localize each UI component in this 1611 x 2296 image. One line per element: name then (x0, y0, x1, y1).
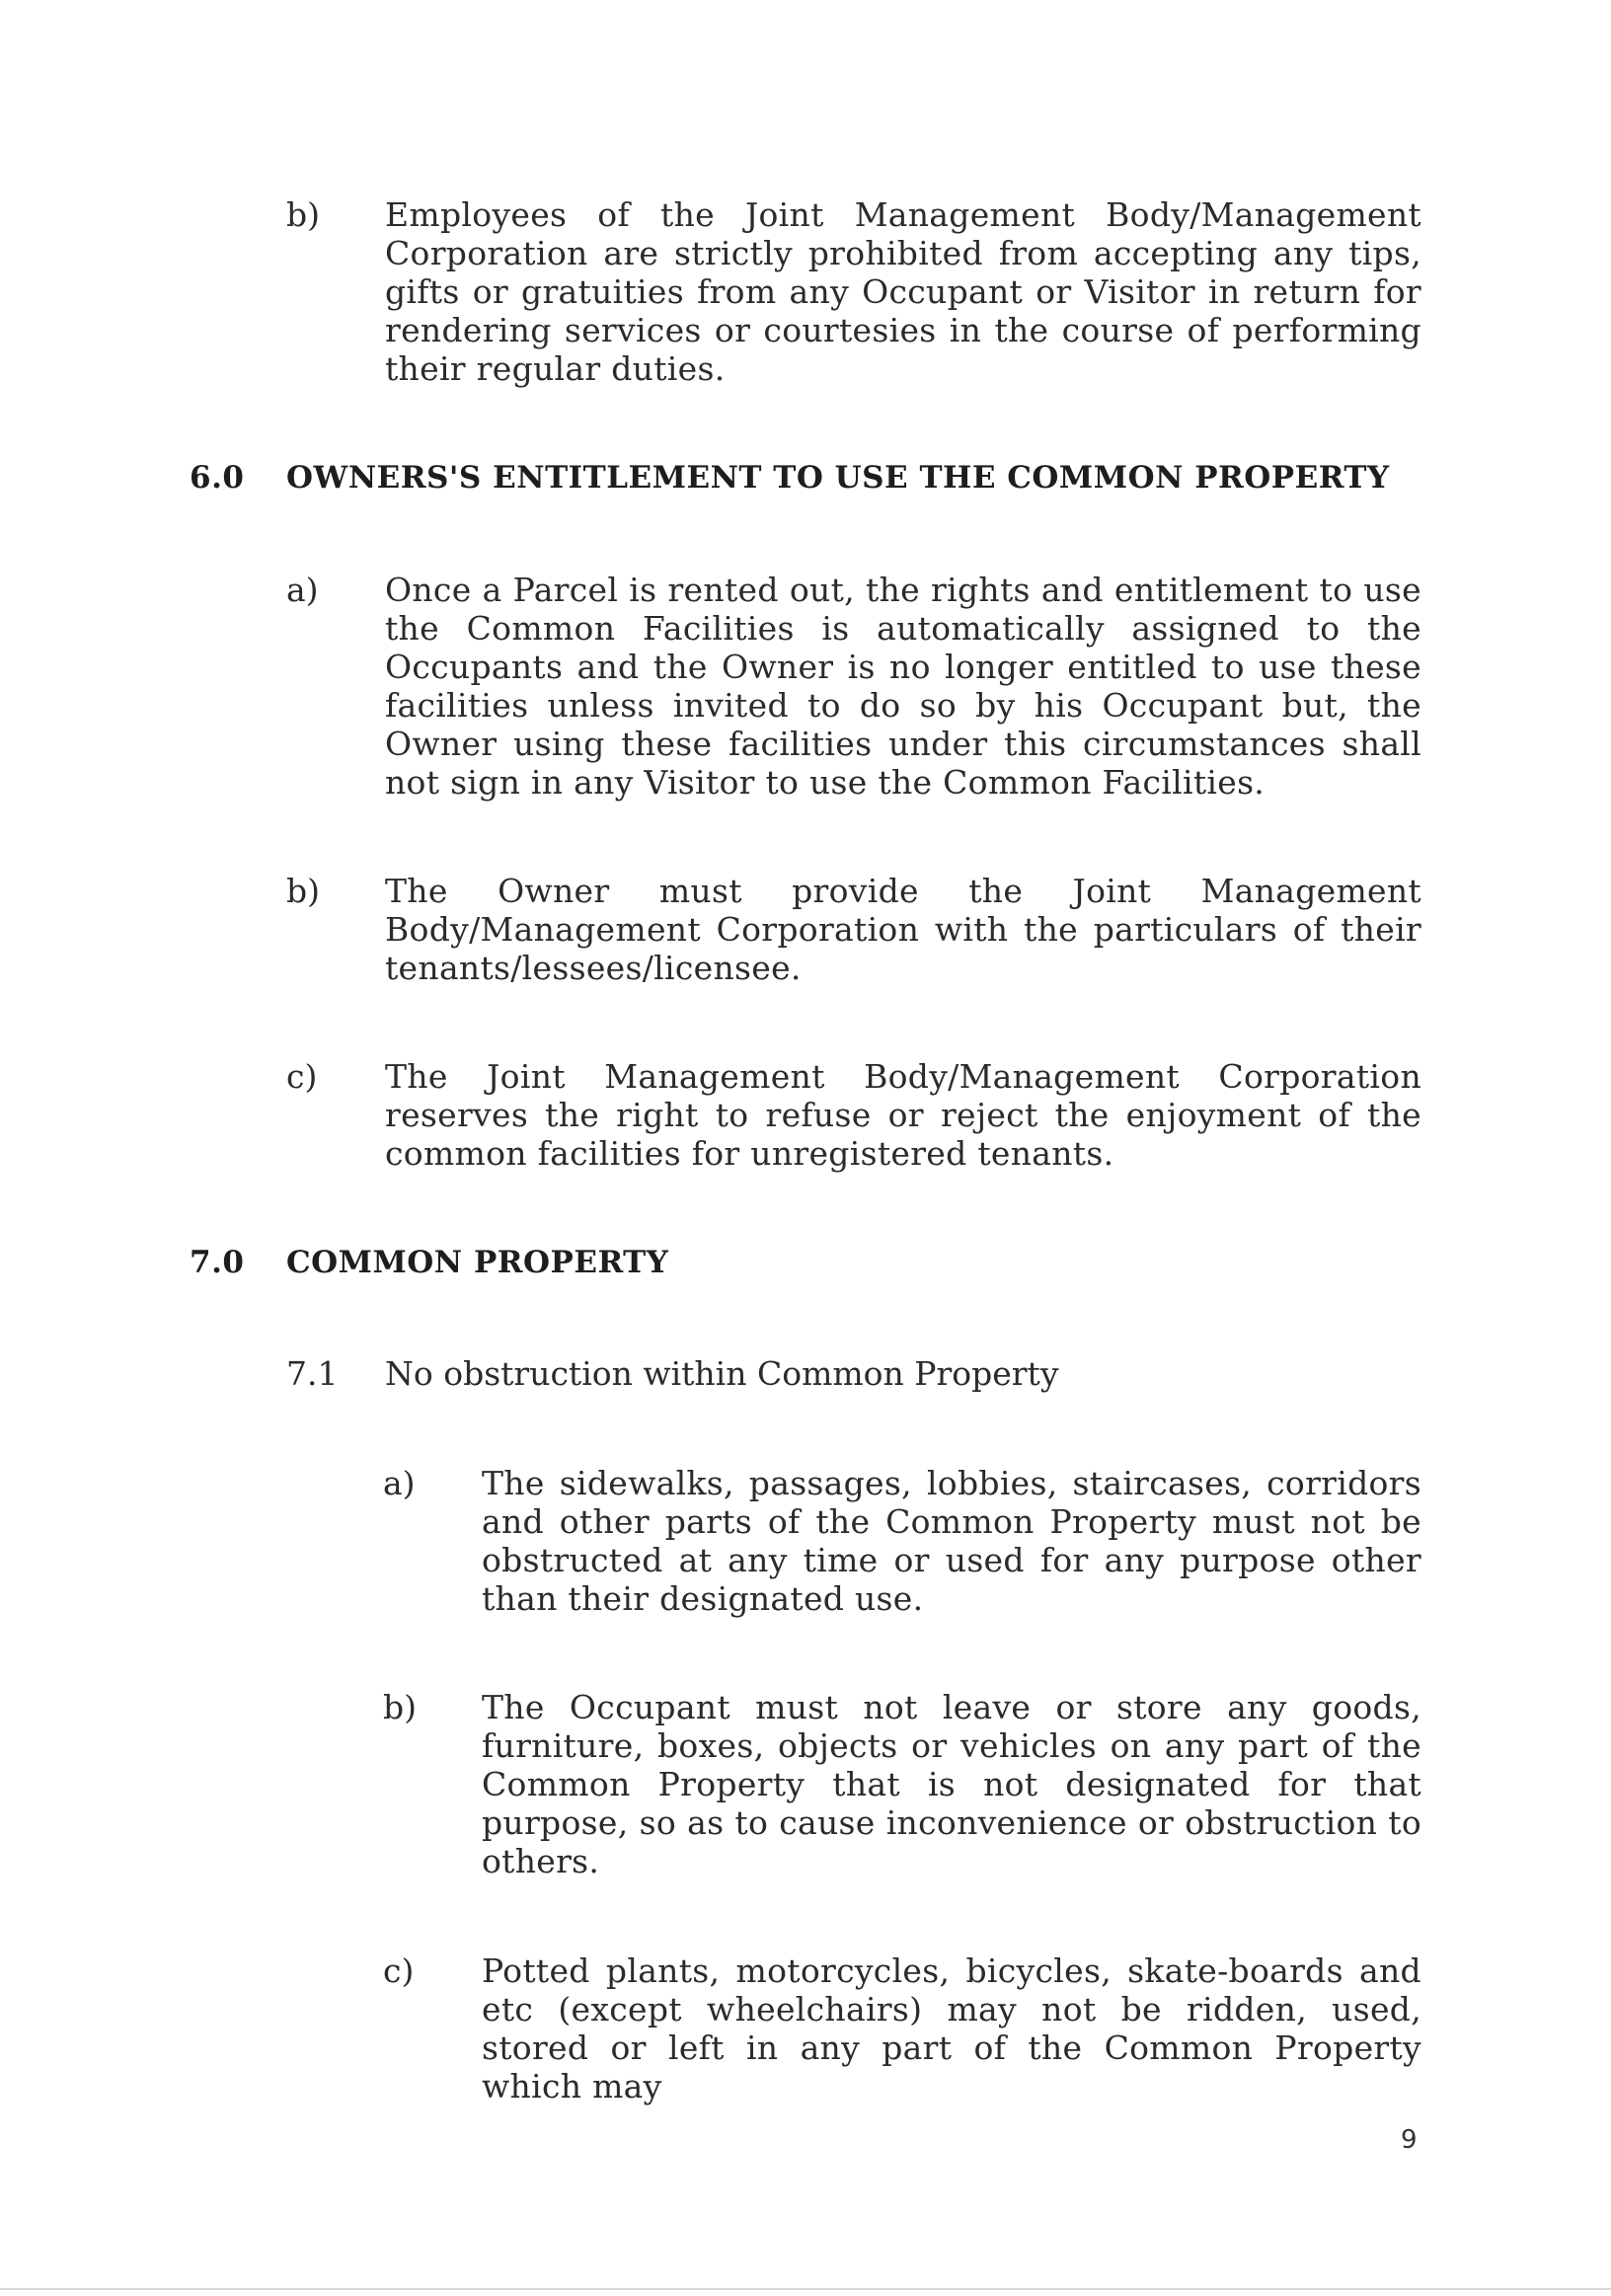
item-label: b) (286, 872, 320, 910)
item-label: c) (383, 1952, 415, 1990)
item-text: The sidewalks, passages, lobbies, staircases, corridors and other parts of the Common Property must not be obstructed at any time or used for any purpose other than their designated use. (482, 1464, 1421, 1618)
section-number: 6.0 (190, 460, 245, 496)
item-text: Potted plants, motorcycles, bicycles, skate-boards and etc (except wheelchairs) may not be ridden, used, stored or left in any part of the Common Property which may (482, 1952, 1421, 2105)
page-number: 9 (1401, 2125, 1418, 2155)
section-heading: COMMON PROPERTY (286, 1245, 669, 1280)
subsection-number: 7.1 (286, 1354, 339, 1393)
section-number: 7.0 (190, 1245, 245, 1280)
section-heading: OWNERS'S ENTITLEMENT TO USE THE COMMON PROPERTY (286, 460, 1390, 496)
item-label: a) (286, 571, 319, 609)
page-edge-rule (0, 2288, 1611, 2290)
item-label: c) (286, 1057, 318, 1096)
item-text: The Joint Management Body/Management Corporation reserves the right to refuse or reject the enjoyment of the common facilities for unregistered tenants. (385, 1057, 1421, 1173)
item-text: The Owner must provide the Joint Management Body/Management Corporation with the particulars of their tenants/lessees/licensee. (385, 872, 1421, 987)
subsection-heading: No obstruction within Common Property (385, 1354, 1059, 1393)
item-label: a) (383, 1464, 416, 1502)
item-label: b) (383, 1688, 417, 1726)
item-text: Employees of the Joint Management Body/Management Corporation are strictly prohibited from accepting any tips, gifts or gratuities from any Occupant or Visitor in return for rendering services or courtesies in the course of performing their regular duties. (385, 195, 1421, 388)
item-text: The Occupant must not leave or store any goods, furniture, boxes, objects or vehicles on any part of the Common Property that is not designated for that purpose, so as to cause inconvenience or obstruction to others. (482, 1688, 1421, 1880)
item-text: Once a Parcel is rented out, the rights and entitlement to use the Common Facilities is automatically assigned to the Occupants and the Owner is no longer entitled to use these facilities unless invited to do so by his Occupant but, the Owner using these facilities under this circumstances shall not sign in any Visitor to use the Common Facilities. (385, 571, 1421, 802)
item-label: b) (286, 195, 320, 234)
